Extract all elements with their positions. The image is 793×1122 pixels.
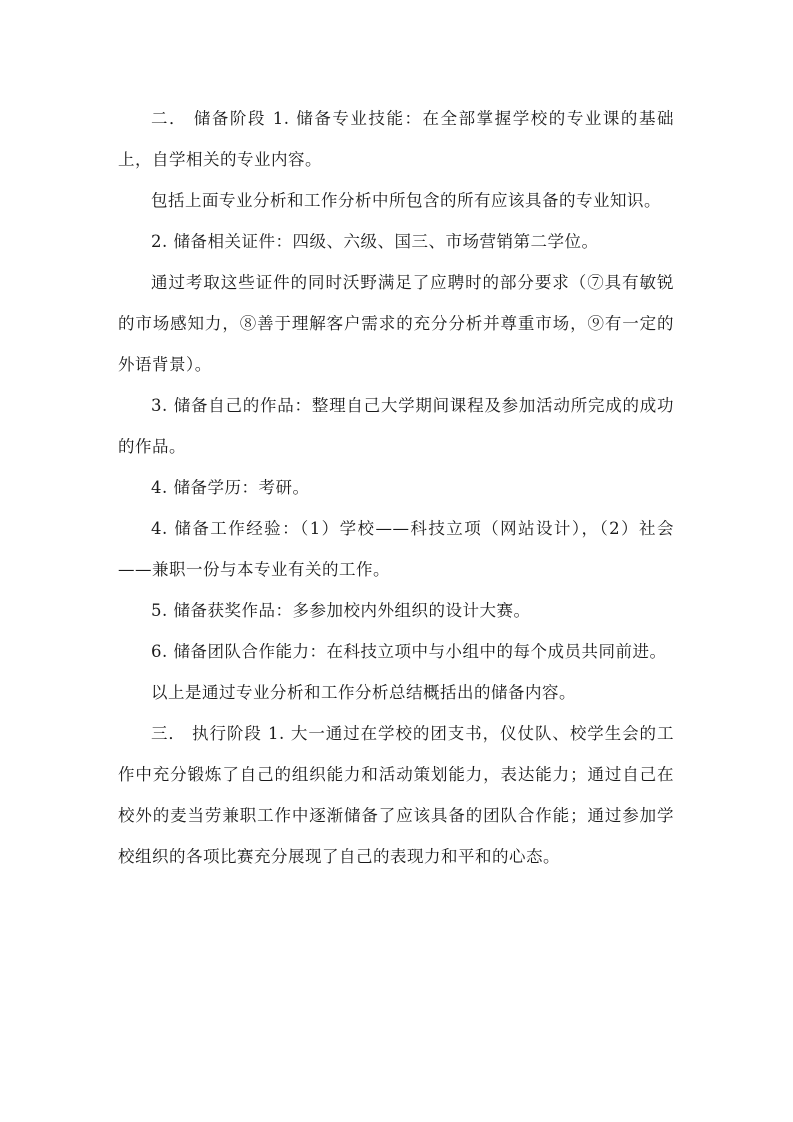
paragraph-summary: 以上是通过专业分析和工作分析总结概括出的储备内容。 [151,683,576,702]
paragraph-award-works: 5. 储备获奖作品：多参加校内外组织的设计大赛。 [151,601,531,620]
paragraph-certificates: 2. 储备相关证件：四级、六级、国三、市场营销第二学位。 [151,232,599,251]
paragraph-stage-three-execution: 三． 执行阶段 1. 大一通过在学校的团支书，仪仗队、校学生会的工作中充分锻炼了自己的组织能力和活动策划能力，表达能力；通过自己在校外的麦当劳兼职工作中逐渐储备了应该具备的团队合作能；通过参加学校组织的各项比赛充分展现了自己的表现力和平和的心态。 [118,724,674,866]
paragraph-work-experience: 4. 储备工作经验：（1）学校——科技立项（网站设计），（2）社会——兼职一份与本专业有关的工作。 [118,519,674,579]
paragraph-teamwork: 6. 储备团队合作能力：在科技立项中与小组中的每个成员共同前进。 [151,642,667,661]
paragraph-certificate-benefits: 通过考取这些证件的同时沃野满足了应聘时的部分要求（⑦具有敏锐的市场感知力，⑧善于理解客户需求的充分分析并尊重市场，⑨有一定的外语背景）。 [118,273,674,374]
document-body [118,98,674,877]
paragraph-education: 4. 储备学历：考研。 [151,478,310,497]
paragraph-stage-two-skills: 二． 储备阶段 1. 储备专业技能：在全部掌握学校的专业课的基础上，自学相关的专业内容。 [118,109,674,169]
paragraph-works: 3. 储备自己的作品：整理自己大学期间课程及参加活动所完成的成功的作品。 [118,396,674,456]
paragraph-professional-knowledge: 包括上面专业分析和工作分析中所包含的所有应该具备的专业知识。 [151,191,661,210]
